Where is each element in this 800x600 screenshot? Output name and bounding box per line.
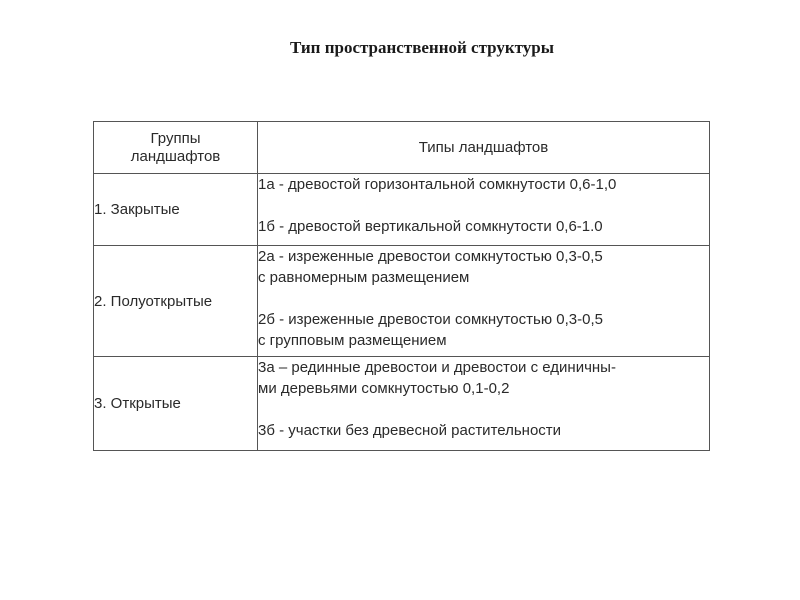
table-header-row (94, 122, 710, 174)
landscape-types-table (93, 121, 710, 451)
group-cell-open: 3. Открытые (94, 357, 258, 451)
type-entry-1b-line-1: 1б - древостой вертикальной сомкнутости 0,6-1.0 (258, 218, 603, 235)
type-entry-3b (258, 420, 709, 441)
group-cell-closed: 1. Закрытые (94, 174, 258, 246)
types-cell-closed (258, 174, 710, 246)
table-row (94, 174, 710, 246)
column-header-groups-line-1: Группы (150, 129, 201, 147)
type-entry-3a-line-2: ми деревьями сомкнутостью 0,1-0,2 (258, 380, 510, 397)
type-entry-2b (258, 309, 709, 351)
table-row (94, 246, 710, 357)
table-row (94, 357, 710, 451)
type-entry-1b (258, 216, 709, 237)
type-entry-3b-line-1: 3б - участки без древесной растительности (258, 422, 562, 439)
group-cell-semi-open: 2. Полуоткрытые (94, 246, 258, 357)
types-cell-open (258, 357, 710, 451)
column-header-groups-line-2: ландшафтов (130, 147, 221, 165)
type-entry-1a-line-1: 1а - древостой горизонтальной сомкнутости 0,6-1,0 (258, 176, 617, 193)
type-entry-2b-line-1: 2б - изреженные древостои сомкнутостью 0,3-0,5 (258, 311, 603, 328)
type-entry-3a (258, 357, 709, 399)
type-entry-2b-line-2: с групповым размещением (258, 332, 447, 349)
type-entry-3a-line-1: 3а – рединные древостои и древостои с единичны- (258, 359, 616, 376)
type-entry-2a-line-1: 2а - изреженные древостои сомкнутостью 0,3-0,5 (258, 248, 603, 265)
type-entry-1a (258, 174, 709, 195)
page-title: Тип пространственной структуры (289, 38, 555, 57)
column-header-types: Типы ландшафтов (258, 122, 710, 174)
types-cell-semi-open (258, 246, 710, 357)
column-header-groups (94, 122, 258, 174)
type-entry-2a-line-2: с равномерным размещением (258, 269, 470, 286)
type-entry-2a (258, 246, 709, 288)
